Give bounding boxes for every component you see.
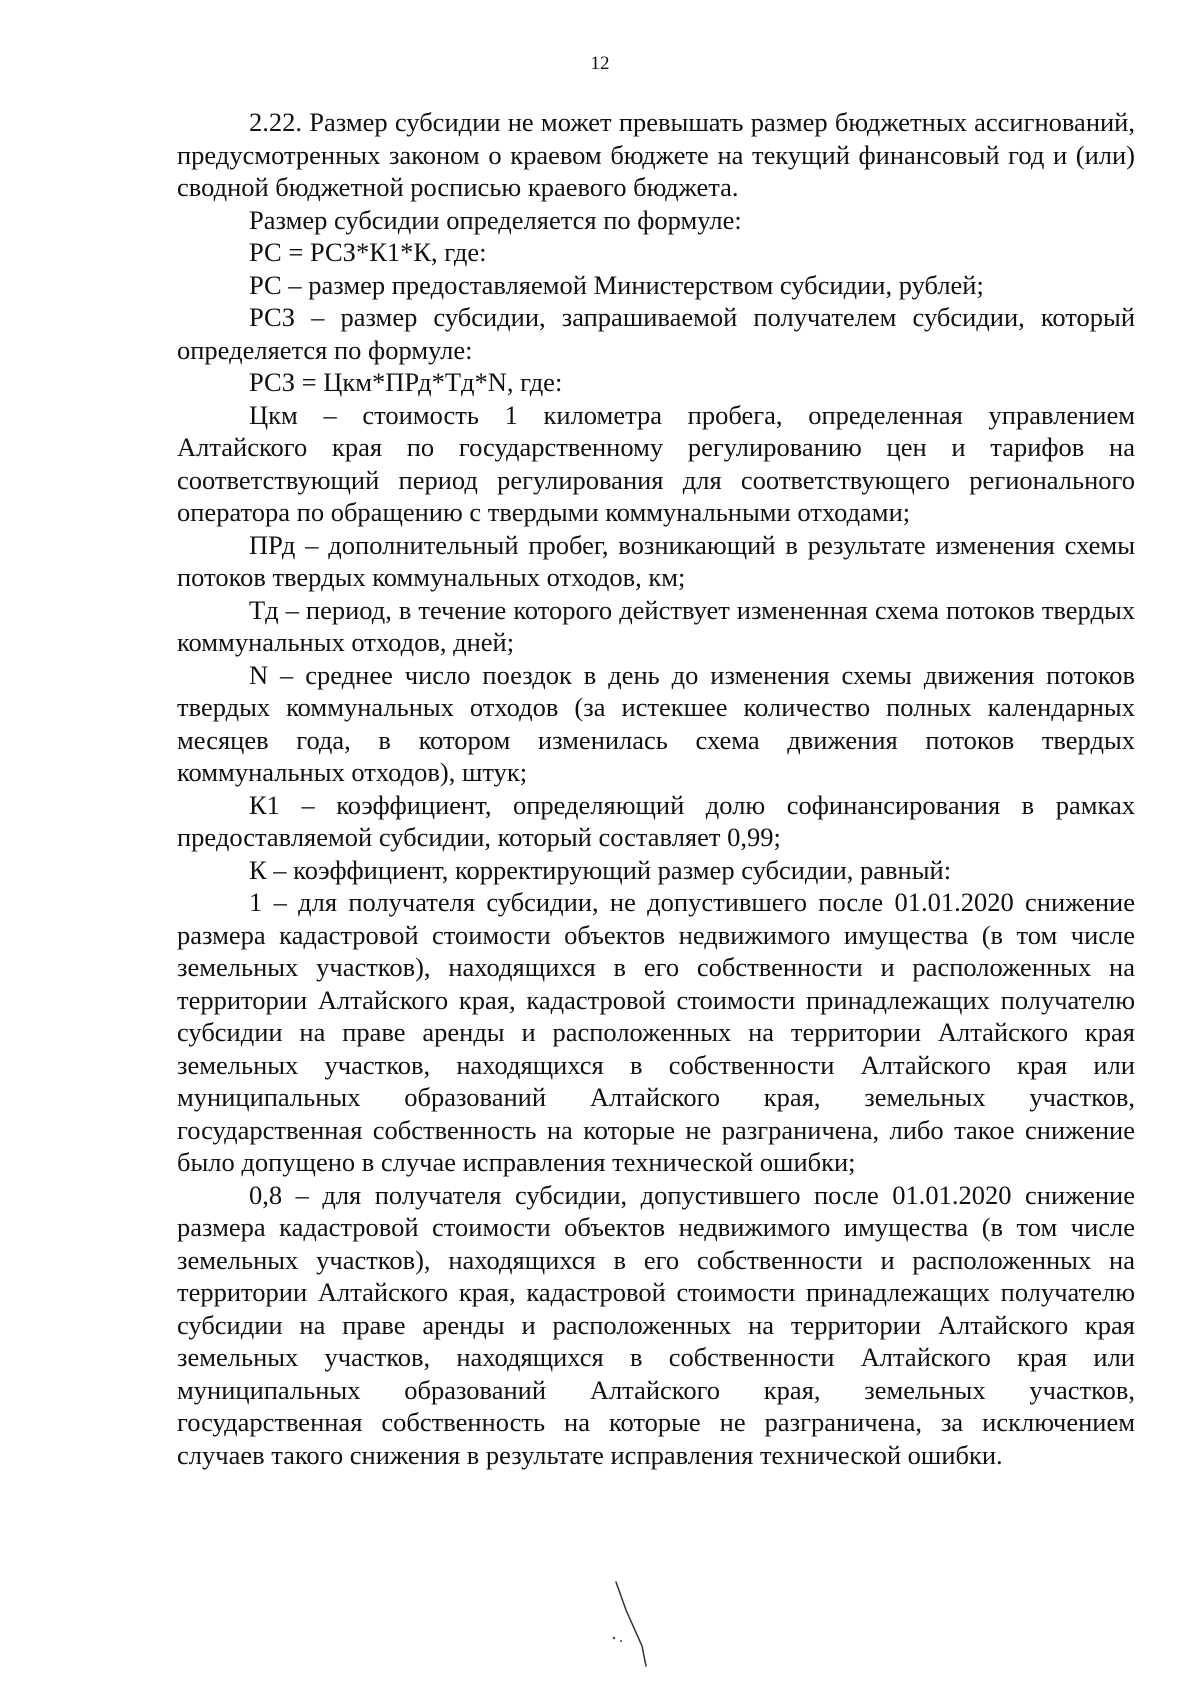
- paragraph-k-value-0-8: 0,8 – для получателя субсидии, допустившего после 01.01.2020 снижение размера кадастровой стоимости объектов недвижимого имущества (в том числе земельных участков), находящихся в его собственности и расположенных на территории Алтайского края, кадастровой стоимости принадлежащих получателю субсидии на праве аренды и расположенных на территории Алтайского края земельных участков, находящихся в собственности Алтайского края или муниципальных образований Алтайского края, земельных участков, государственная собственность на которые не разграничена, за исключением случаев такого снижения в результате исправления технической ошибки.: [177, 1179, 1135, 1470]
- paragraph-k-definition: К – коэффициент, корректирующий размер субсидии, равный:: [249, 854, 952, 885]
- document-body: [177, 106, 1135, 1471]
- scan-pen-mark: [612, 1580, 672, 1670]
- paragraph-2-22: 2.22. Размер субсидии не может превышать размер бюджетных ассигнований, предусмотренных законом о краевом бюджете на текущий финансовый год и (или) сводной бюджетной росписью краевого бюджета.: [177, 107, 1135, 202]
- paragraph-rsz-definition: РСЗ – размер субсидии, запрашиваемой получателем субсидии, который определяется по формуле:: [177, 302, 1135, 365]
- page-number: 12: [590, 53, 610, 74]
- paragraph-prd-definition: ПРд – дополнительный пробег, возникающий в результате изменения схемы потоков твердых коммунальных отходов, км;: [177, 529, 1135, 592]
- paragraph-tskm-definition: Цкм – стоимость 1 километра пробега, определенная управлением Алтайского края по государственному регулированию цен и тарифов на соответствующий период регулирования для соответствующего регионального оператора по обращению с твердыми коммунальными отходами;: [177, 399, 1135, 527]
- paragraph-formula-rs: РС = РСЗ*К1*К, где:: [249, 237, 487, 267]
- paragraph-formula-rsz: РСЗ = Цкм*ПРд*Тд*N, где:: [249, 367, 563, 397]
- paragraph-rs-definition: РС – размер предоставляемой Министерством субсидии, рублей;: [249, 269, 984, 300]
- paragraph-k1-definition: К1 – коэффициент, определяющий долю софинансирования в рамках предоставляемой субсидии, который составляет 0,99;: [177, 789, 1135, 852]
- paragraph-k-value-1: 1 – для получателя субсидии, не допустившего после 01.01.2020 снижение размера кадастровой стоимости объектов недвижимого имущества (в том числе земельных участков), находящихся в его собственности и расположенных на территории Алтайского края, кадастровой стоимости принадлежащих получателю субсидии на праве аренды и расположенных на территории Алтайского края земельных участков, находящихся в собственности Алтайского края или муниципальных образований Алтайского края, земельных участков, государственная собственность на которые не разграничена, либо такое снижение было допущено в случае исправления технической ошибки;: [177, 887, 1135, 1177]
- paragraph-formula-intro: Размер субсидии определяется по формуле:: [249, 204, 742, 235]
- paragraph-n-definition: N – среднее число поездок в день до изменения схемы движения потоков твердых коммунальных отходов (за истекшее количество полных календарных месяцев года, в котором изменилась схема движения потоков твердых коммунальных отходов), штук;: [177, 659, 1135, 787]
- paragraph-td-definition: Тд – период, в течение которого действует измененная схема потоков твердых коммунальных отходов, дней;: [177, 594, 1135, 657]
